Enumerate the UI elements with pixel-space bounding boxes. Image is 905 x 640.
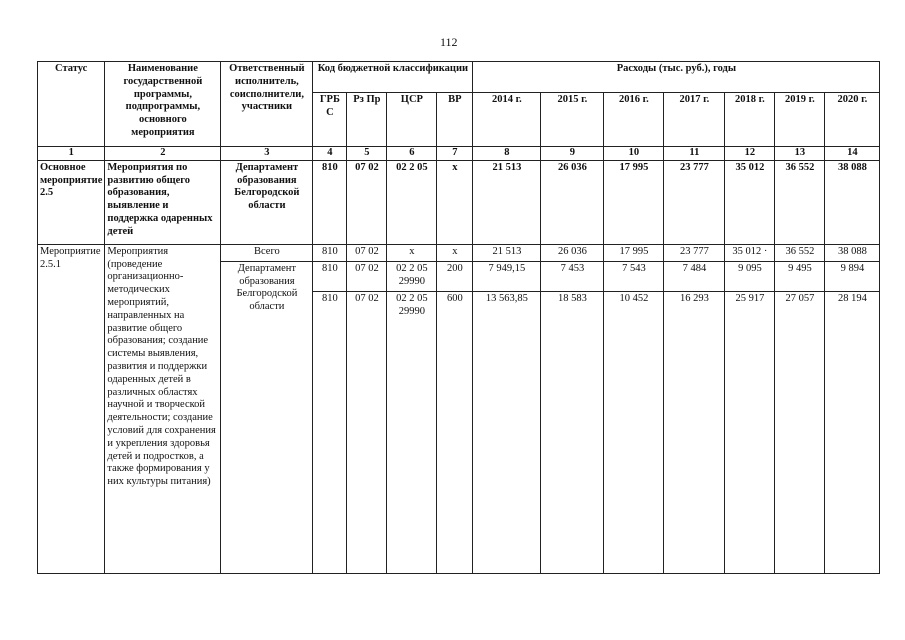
- column-number: 5: [347, 147, 387, 161]
- sub-grbs: 810: [313, 291, 347, 573]
- sub-vr: х: [437, 244, 473, 261]
- header-year: 2017 г.: [664, 93, 725, 147]
- page-number: 112: [440, 35, 458, 49]
- sub-grbs: 810: [313, 261, 347, 291]
- header-year: 2019 г.: [775, 93, 825, 147]
- column-number: 7: [437, 147, 473, 161]
- header-year: 2018 г.: [725, 93, 775, 147]
- sub-value: 9 894: [825, 261, 880, 291]
- column-number: 3: [221, 147, 313, 161]
- header-row: [38, 62, 880, 93]
- sub-value: 10 452: [604, 291, 664, 573]
- sub-vr: 200: [437, 261, 473, 291]
- sub-value: 17 995: [604, 244, 664, 261]
- header-year: 2016 г.: [604, 93, 664, 147]
- main-value: 21 513: [473, 160, 541, 244]
- sub-value: 18 583: [541, 291, 604, 573]
- sub-executor-total: Всего: [221, 244, 313, 261]
- header-csr: ЦСР: [387, 93, 437, 147]
- sub-value: 28 194: [825, 291, 880, 573]
- column-number: 2: [105, 147, 221, 161]
- sub-csr: 02 2 05 29990: [387, 291, 437, 573]
- sub-executor-department: Департамент образования Белгородской области: [221, 261, 313, 573]
- column-number: 13: [775, 147, 825, 161]
- sub-value: 36 552: [775, 244, 825, 261]
- main-value: 38 088: [825, 160, 880, 244]
- column-numbers-row: [38, 147, 880, 161]
- column-number: 12: [725, 147, 775, 161]
- sub-name: Мероприятия (проведение организационно-методических мероприятий, направленных на развитие общего образования; создание системы выявления, развития и поддержки одаренных детей в различных областях научной и творческой деятельности; создание условий для сохранения и укрепления здоровья детей и подростков, а также формирования у них культуры питания): [105, 244, 221, 573]
- budget-table: [37, 61, 880, 574]
- sub-value: 7 543: [604, 261, 664, 291]
- main-value: 23 777: [664, 160, 725, 244]
- column-number: 14: [825, 147, 880, 161]
- header-status: Статус: [38, 62, 105, 147]
- header-expenses: Расходы (тыс. руб.), годы: [473, 62, 880, 93]
- sub-status: Мероприятие 2.5.1: [38, 244, 105, 573]
- main-value: 26 036: [541, 160, 604, 244]
- column-number: 11: [664, 147, 725, 161]
- sub-value: 35 012 ·: [725, 244, 775, 261]
- main-value: 17 995: [604, 160, 664, 244]
- sub-value: 13 563,85: [473, 291, 541, 573]
- header-rzpr: Рз Пр: [347, 93, 387, 147]
- header-budget-code: Код бюджетной классификации: [313, 62, 473, 93]
- sub-rzpr: 07 02: [347, 261, 387, 291]
- main-grbs: 810: [313, 160, 347, 244]
- column-number: 10: [604, 147, 664, 161]
- header-name: Наименование государственной программы, подпрограммы, основного мероприятия: [105, 62, 221, 147]
- main-status: Основное мероприятие 2.5: [38, 160, 105, 244]
- header-year: 2015 г.: [541, 93, 604, 147]
- sub-csr: 02 2 05 29990: [387, 261, 437, 291]
- sub-value: 26 036: [541, 244, 604, 261]
- sub-value: 7 484: [664, 261, 725, 291]
- sub-rzpr: 07 02: [347, 291, 387, 573]
- main-csr: 02 2 05: [387, 160, 437, 244]
- sub-value: 25 917: [725, 291, 775, 573]
- main-value: 35 012: [725, 160, 775, 244]
- sub-value: 23 777: [664, 244, 725, 261]
- sub-value: 9 095: [725, 261, 775, 291]
- column-number: 9: [541, 147, 604, 161]
- sub-value: 7 453: [541, 261, 604, 291]
- column-number: 4: [313, 147, 347, 161]
- sub-activity-row-total: [38, 244, 880, 261]
- sub-grbs: 810: [313, 244, 347, 261]
- header-year: 2014 г.: [473, 93, 541, 147]
- sub-value: 9 495: [775, 261, 825, 291]
- main-activity-row: [38, 160, 880, 244]
- sub-value: 16 293: [664, 291, 725, 573]
- main-vr: х: [437, 160, 473, 244]
- column-number: 8: [473, 147, 541, 161]
- header-vr: ВР: [437, 93, 473, 147]
- sub-value: 21 513: [473, 244, 541, 261]
- main-executor: Департамент образования Белгородской области: [221, 160, 313, 244]
- sub-value: 38 088: [825, 244, 880, 261]
- main-value: 36 552: [775, 160, 825, 244]
- header-year: 2020 г.: [825, 93, 880, 147]
- sub-csr: х: [387, 244, 437, 261]
- header-grbs: ГРБ С: [313, 93, 347, 147]
- column-number: 6: [387, 147, 437, 161]
- sub-value: 7 949,15: [473, 261, 541, 291]
- sub-rzpr: 07 02: [347, 244, 387, 261]
- main-rzpr: 07 02: [347, 160, 387, 244]
- column-number: 1: [38, 147, 105, 161]
- header-executor: Ответственный исполнитель, соисполнители, участники: [221, 62, 313, 147]
- main-name: Мероприятия по развитию общего образования, выявление и поддержка одаренных детей: [105, 160, 221, 244]
- sub-value: 27 057: [775, 291, 825, 573]
- sub-vr: 600: [437, 291, 473, 573]
